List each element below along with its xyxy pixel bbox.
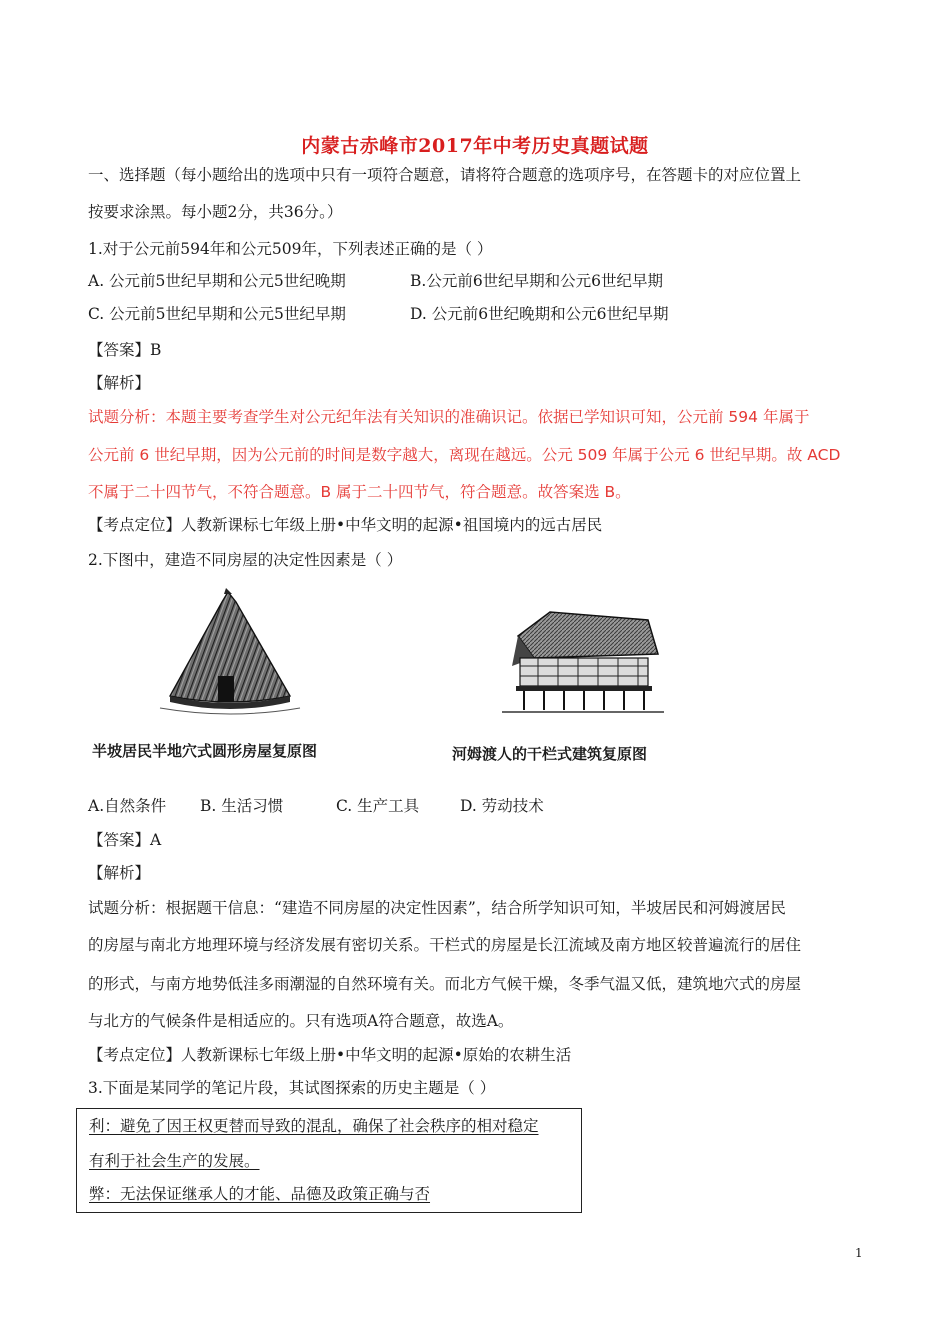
q1-analysis-label: 【解析】 [88,374,151,392]
q3-stem: 3.下面是某同学的笔记片段，其试图探索的历史主题是（ ） [88,1079,496,1097]
section-heading-continued: 按要求涂黑。每小题2分，共36分。） [88,203,343,221]
q3-note-line: 有利于社会生产的发展。 [89,1152,260,1170]
q2-analysis-label: 【解析】 [88,864,151,882]
q1-analysis-line: 不属于二十四节气，不符合题意。B 属于二十四节气，符合题意。故答案选 B。 [88,483,631,501]
page-number: 1 [855,1246,863,1260]
q2-analysis-line: 的形式，与南方地势低洼多雨潮湿的自然环境有关。而北方气候干燥，冬季气温又低，建筑地穴式的房屋 [88,975,802,993]
q3-note-box [76,1108,582,1213]
q2-caption-left: 半坡居民半地穴式圆形房屋复原图 [92,742,318,760]
q3-note-line: 利：避免了因王权更替而导致的混乱，确保了社会秩序的相对稳定 [89,1117,539,1135]
q2-analysis-line: 的房屋与南北方地理环境与经济发展有密切关系。干栏式的房屋是长江流域及南方地区较普遍流行的居住 [88,936,802,954]
q2-option-b: B. 生活习惯 [200,797,284,815]
q1-options-row1 [88,271,663,291]
q1-analysis-line: 试题分析：本题主要考查学生对公元纪年法有关知识的准确识记。依据已学知识可知，公元前 594 年属于 [88,408,810,426]
q1-stem: 1.对于公元前594年和公元509年，下列表述正确的是（ ） [88,240,493,258]
q2-option-c: C. 生产工具 [336,797,420,815]
q2-stem: 2.下图中，建造不同房屋的决定性因素是（ ） [88,551,403,569]
q1-analysis-line: 公元前 6 世纪早期，因为公元前的时间是数字越大，离现在越远。公元 509 年属于公元 6 世纪早期。故 ACD [88,446,841,464]
q2-kaodian: 【考点定位】人教新课标七年级上册•中华文明的起源•原始的农耕生活 [88,1046,572,1064]
q2-caption-right: 河姆渡人的干栏式建筑复原图 [452,745,648,763]
q1-option-b: B.公元前6世纪早期和公元6世纪早期 [410,272,664,290]
q1-option-d: D. 公元前6世纪晚期和公元6世纪早期 [410,305,669,323]
q1-options-row2 [88,304,668,324]
q2-analysis-line: 与北方的气候条件是相适应的。只有选项A符合题意，故选A。 [88,1012,514,1030]
q2-analysis-line: 试题分析：根据题干信息：“建造不同房屋的决定性因素”，结合所学知识可知，半坡居民和河姆渡居民 [88,899,786,917]
banpo-hut-illustration [150,588,310,718]
q1-answer: 【答案】B [88,341,162,359]
q2-answer: 【答案】A [88,831,162,849]
hemudu-stilt-house-illustration [498,606,668,718]
q2-option-a: A.自然条件 [88,797,167,815]
q1-option-c: C. 公元前5世纪早期和公元5世纪早期 [88,305,346,323]
q1-kaodian: 【考点定位】人教新课标七年级上册•中华文明的起源•祖国境内的远古居民 [88,516,603,534]
q2-options [88,796,544,816]
q2-option-d: D. 劳动技术 [460,797,544,815]
section-heading: 一、选择题（每小题给出的选项中只有一项符合题意，请将符合题意的选项序号，在答题卡的对应位置上 [88,166,802,184]
page-title: 内蒙古赤峰市2017年中考历史真题试题 [301,135,649,157]
q1-option-a: A. 公元前5世纪早期和公元5世纪晚期 [88,272,346,290]
q3-note-line: 弊：无法保证继承人的才能、品德及政策正确与否 [89,1185,431,1203]
